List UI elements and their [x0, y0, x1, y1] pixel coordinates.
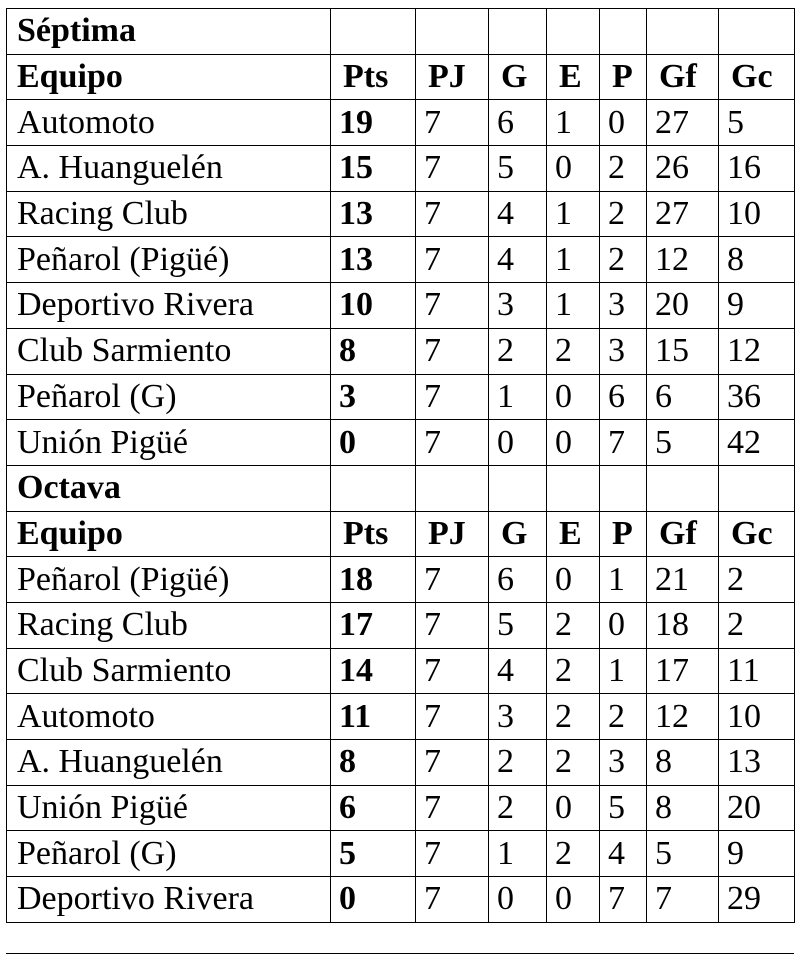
goals-for-cell: 7	[647, 877, 719, 923]
won-cell: 3	[489, 694, 547, 740]
points-cell: 17	[331, 602, 416, 648]
goals-against-cell: 13	[719, 740, 795, 786]
column-header-row	[7, 511, 795, 557]
won-cell: 0	[489, 420, 547, 466]
team-name: Unión Pigüé	[7, 785, 331, 831]
goals-for-cell: 17	[647, 648, 719, 694]
drawn-cell: 0	[547, 146, 600, 192]
drawn-cell: 1	[547, 100, 600, 146]
goals-against-cell: 10	[719, 191, 795, 237]
points-cell: 15	[331, 146, 416, 192]
points-cell: 5	[331, 831, 416, 877]
goals-against-cell: 5	[719, 100, 795, 146]
goals-against-cell: 2	[719, 557, 795, 603]
goals-against-cell: 20	[719, 785, 795, 831]
table-row	[7, 191, 795, 237]
drawn-cell: 2	[547, 694, 600, 740]
drawn-cell: 0	[547, 374, 600, 420]
goals-against-cell: 9	[719, 283, 795, 329]
won-cell: 4	[489, 648, 547, 694]
column-header-p: P	[600, 54, 647, 100]
drawn-cell: 0	[547, 785, 600, 831]
lost-cell: 5	[600, 785, 647, 831]
table-row	[7, 374, 795, 420]
column-header-team: Equipo	[7, 54, 331, 100]
table-row	[7, 100, 795, 146]
points-cell: 10	[331, 283, 416, 329]
goals-for-cell: 12	[647, 694, 719, 740]
drawn-cell: 2	[547, 328, 600, 374]
column-header-pts: Pts	[331, 54, 416, 100]
column-header-pts: Pts	[331, 511, 416, 557]
section-title-row	[7, 465, 795, 511]
drawn-cell: 0	[547, 420, 600, 466]
goals-for-cell: 15	[647, 328, 719, 374]
drawn-cell: 0	[547, 877, 600, 923]
won-cell: 4	[489, 191, 547, 237]
points-cell: 13	[331, 191, 416, 237]
column-header-g: G	[489, 54, 547, 100]
goals-for-cell: 8	[647, 785, 719, 831]
section-title: Octava	[7, 465, 331, 511]
points-cell: 0	[331, 420, 416, 466]
drawn-cell: 2	[547, 831, 600, 877]
team-name: Peñarol (Pigüé)	[7, 237, 331, 283]
team-name: Racing Club	[7, 191, 331, 237]
won-cell: 3	[489, 283, 547, 329]
points-cell: 3	[331, 374, 416, 420]
goals-for-cell: 6	[647, 374, 719, 420]
won-cell: 2	[489, 785, 547, 831]
points-cell: 19	[331, 100, 416, 146]
goals-for-cell: 5	[647, 831, 719, 877]
won-cell: 6	[489, 100, 547, 146]
table-row	[7, 602, 795, 648]
lost-cell: 6	[600, 374, 647, 420]
section-title: Séptima	[7, 9, 331, 55]
won-cell: 2	[489, 740, 547, 786]
table-row	[7, 694, 795, 740]
table-row	[7, 420, 795, 466]
column-header-gf: Gf	[647, 511, 719, 557]
column-header-gc: Gc	[719, 511, 795, 557]
lost-cell: 3	[600, 283, 647, 329]
goals-for-cell: 18	[647, 602, 719, 648]
won-cell: 1	[489, 374, 547, 420]
team-name: A. Huanguelén	[7, 740, 331, 786]
team-name: Peñarol (Pigüé)	[7, 557, 331, 603]
won-cell: 0	[489, 877, 547, 923]
lost-cell: 3	[600, 740, 647, 786]
column-header-team: Equipo	[7, 511, 331, 557]
lost-cell: 1	[600, 648, 647, 694]
team-name: Club Sarmiento	[7, 328, 331, 374]
drawn-cell: 1	[547, 237, 600, 283]
table-row	[7, 283, 795, 329]
column-header-gf: Gf	[647, 54, 719, 100]
standings-table	[6, 8, 795, 923]
lost-cell: 1	[600, 557, 647, 603]
team-name: Peñarol (G)	[7, 374, 331, 420]
table-row	[7, 785, 795, 831]
won-cell: 6	[489, 557, 547, 603]
played-cell: 7	[416, 602, 489, 648]
points-cell: 8	[331, 740, 416, 786]
played-cell: 7	[416, 328, 489, 374]
points-cell: 0	[331, 877, 416, 923]
drawn-cell: 0	[547, 557, 600, 603]
table-row	[7, 328, 795, 374]
points-cell: 8	[331, 328, 416, 374]
points-cell: 18	[331, 557, 416, 603]
table-row	[7, 557, 795, 603]
goals-for-cell: 27	[647, 191, 719, 237]
drawn-cell: 1	[547, 283, 600, 329]
team-name: Automoto	[7, 100, 331, 146]
played-cell: 7	[416, 237, 489, 283]
goals-for-cell: 5	[647, 420, 719, 466]
team-name: Peñarol (G)	[7, 831, 331, 877]
won-cell: 4	[489, 237, 547, 283]
lost-cell: 2	[600, 146, 647, 192]
lost-cell: 7	[600, 877, 647, 923]
column-header-pj: PJ	[416, 54, 489, 100]
played-cell: 7	[416, 740, 489, 786]
lost-cell: 4	[600, 831, 647, 877]
team-name: Unión Pigüé	[7, 420, 331, 466]
played-cell: 7	[416, 191, 489, 237]
lost-cell: 2	[600, 191, 647, 237]
points-cell: 13	[331, 237, 416, 283]
drawn-cell: 2	[547, 740, 600, 786]
column-header-p: P	[600, 511, 647, 557]
goals-for-cell: 26	[647, 146, 719, 192]
team-name: Deportivo Rivera	[7, 283, 331, 329]
played-cell: 7	[416, 694, 489, 740]
column-header-g: G	[489, 511, 547, 557]
drawn-cell: 2	[547, 602, 600, 648]
table-row	[7, 740, 795, 786]
lost-cell: 2	[600, 237, 647, 283]
team-name: A. Huanguelén	[7, 146, 331, 192]
standings-body	[7, 9, 795, 923]
column-header-row	[7, 54, 795, 100]
column-header-pj: PJ	[416, 511, 489, 557]
table-bottom-rule	[6, 953, 794, 954]
goals-for-cell: 21	[647, 557, 719, 603]
goals-for-cell: 12	[647, 237, 719, 283]
goals-against-cell: 9	[719, 831, 795, 877]
goals-against-cell: 29	[719, 877, 795, 923]
lost-cell: 0	[600, 100, 647, 146]
table-row	[7, 831, 795, 877]
played-cell: 7	[416, 557, 489, 603]
played-cell: 7	[416, 831, 489, 877]
table-row	[7, 237, 795, 283]
lost-cell: 3	[600, 328, 647, 374]
goals-against-cell: 11	[719, 648, 795, 694]
team-name: Deportivo Rivera	[7, 877, 331, 923]
team-name: Automoto	[7, 694, 331, 740]
played-cell: 7	[416, 877, 489, 923]
table-row	[7, 648, 795, 694]
goals-against-cell: 2	[719, 602, 795, 648]
goals-for-cell: 8	[647, 740, 719, 786]
points-cell: 6	[331, 785, 416, 831]
played-cell: 7	[416, 283, 489, 329]
played-cell: 7	[416, 100, 489, 146]
won-cell: 5	[489, 602, 547, 648]
won-cell: 2	[489, 328, 547, 374]
played-cell: 7	[416, 785, 489, 831]
goals-against-cell: 8	[719, 237, 795, 283]
played-cell: 7	[416, 146, 489, 192]
drawn-cell: 2	[547, 648, 600, 694]
points-cell: 14	[331, 648, 416, 694]
lost-cell: 0	[600, 602, 647, 648]
goals-against-cell: 36	[719, 374, 795, 420]
played-cell: 7	[416, 648, 489, 694]
drawn-cell: 1	[547, 191, 600, 237]
table-row	[7, 877, 795, 923]
goals-against-cell: 12	[719, 328, 795, 374]
goals-against-cell: 16	[719, 146, 795, 192]
goals-against-cell: 42	[719, 420, 795, 466]
column-header-e: E	[547, 511, 600, 557]
won-cell: 5	[489, 146, 547, 192]
column-header-gc: Gc	[719, 54, 795, 100]
points-cell: 11	[331, 694, 416, 740]
lost-cell: 2	[600, 694, 647, 740]
played-cell: 7	[416, 374, 489, 420]
team-name: Club Sarmiento	[7, 648, 331, 694]
played-cell: 7	[416, 420, 489, 466]
table-row	[7, 146, 795, 192]
column-header-e: E	[547, 54, 600, 100]
team-name: Racing Club	[7, 602, 331, 648]
goals-for-cell: 20	[647, 283, 719, 329]
goals-against-cell: 10	[719, 694, 795, 740]
lost-cell: 7	[600, 420, 647, 466]
goals-for-cell: 27	[647, 100, 719, 146]
section-title-row	[7, 9, 795, 55]
won-cell: 1	[489, 831, 547, 877]
